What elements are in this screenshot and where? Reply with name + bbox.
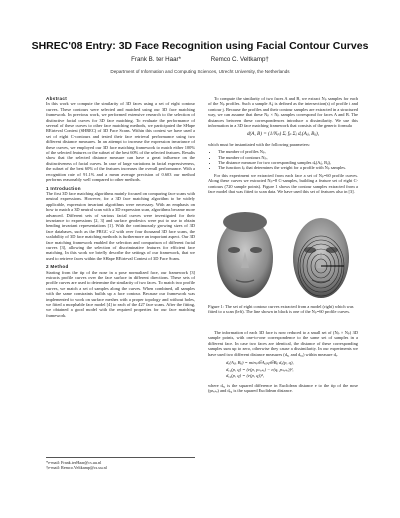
equation-distance-measures	[226, 360, 358, 380]
face-scan-image	[208, 208, 282, 300]
list-item: • The number of contours Nₚ,	[218, 155, 358, 160]
abstract-text: In this work we compute the similarity of 3D faces using a set of eight contour curves. These contours were selected and matched using our 3D face matching framework. In previous work, we performed extensive research to the selection of distinctive facial curves for 3D face matching. To evaluate the performance of several of these curves to other face matching methods, we participated the SHape REtrieval Contest (SHREC) of 3D Face Scans. Within this contest we have used a set of eight C-contours and tested their face retrieval performance using two different distance measures. In an attempt to increase the expression invariance of these curves, we employed our 3D face matching framework to match either 100% of the selected features or the subset of the best 60% of the selected features. Results show that the selected distance measure can have a great influence on the distinctiveness of facial curves. In case of large variations in facial expressiveness, the subset of the best 60% of the features increases the overall performance. With a recognition rate of 91.1% and a mean average precision of 0.603 our method performs reasonably well compared to other methods.	[46, 101, 195, 183]
parameter-list	[208, 149, 358, 171]
equation-line: dₑ₁(p, q) = (e(p, pₙₒₛₑ) − e(q, pₙₒₛₑ))²,	[226, 366, 294, 372]
equation-line: dₑ₂(p, q) = (e(p, q))²,	[226, 373, 265, 379]
right-column	[208, 96, 358, 197]
paragraph: which must be instantiated with the following parameters:	[208, 141, 311, 147]
footnote: †e-mail: Remco.Veltkamp@cs.uu.nl	[46, 465, 107, 471]
left-column	[46, 96, 195, 320]
paper-title: SHREC'08 Entry: 3D Face Recognition using Facial Contour Curves	[31, 40, 369, 52]
section-heading-method: 2 Method	[46, 264, 69, 270]
equation-line: dₑ(Aᵢⱼ, Bᵢⱼ) = minₚ∈Aᵢⱼ,q∈Bᵢⱼ dₑ(p, q),	[226, 360, 294, 366]
paragraph: For this experiment we extracted from each face a set of Nₚ=60 profile curves. Along these curves we extracted Nₚ=8 C-samples, building a feature set of eight C-contours (720 sample points). Figure 1 shows the contour samples extracted from a face model that was fitted to scan data. We have used this set of features also in [3].	[208, 172, 358, 195]
section-heading-introduction: 1 Introduction	[46, 185, 81, 191]
abstract-heading: Abstract	[46, 96, 68, 101]
paragraph: where dₑ₁ is the squared difference in Euclidean distance e to the tip of the nose (pₙₒₛₑ) and dₑ₂ is the squared Euclidean distance.	[208, 382, 358, 394]
face-model-image	[284, 208, 358, 300]
footnote: *e-mail: Frank.terHaar@cs.uu.nl	[46, 460, 102, 465]
list-item: • The function fₚ that determines the weight for a profile with Nₚ samples.	[218, 165, 358, 170]
paragraph: Starting from the tip of the nose in a pose normalized face, our framework [3] extracts profile curves over the face surface in different directions. These sets of profile curves are used to determine the similarity of two faces. To match two profile curves, we match a set of samples along the curves. When combined, all samples with the same constraints builds up a face contour. Because our framework was implemented to work on surface meshes with a proper topology and without holes, we fitted a morphable face model [4] to each of the 427 face scans. After the fitting, we obtained a good model with the required properties for our face matching framework.	[46, 269, 195, 318]
list-item: • The distance measure for two corresponding samples dₑ(Aᵢⱼ, Bᵢⱼ),	[218, 160, 358, 165]
figure-caption: Figure 1: The set of eight contour curves extracted from a model (right) which was fitted to a scan (left). The line shown in black is one of the Nₚ=60 profile curves.	[208, 304, 354, 315]
right-column-lower	[208, 330, 358, 396]
affiliation: Department of Information and Computing Sciences, Utrecht University, the Netherlands	[110, 69, 290, 74]
paragraph: The first 3D face matching algorithms mainly focused on comparing face scans with neutral expressions. However, for a 3D face matching algorithm to be widely applicable, expression invariant algorithms were necessary. With an emphasis on how to match a 3D neutral scan with a 3D expression scan, algorithms became more advanced. Different sets of various facial curves were investigated for their invariance to expressions [2, 3] and surface geodesics were put to use to obtain bending invariant representations [1]. With the continuously growing sizes of 3D face databases, such as the FRGC v.2 with over four thousand 3D face scans, the scalability of 3D face matching methods is furthermore an important aspect. Our 3D face matching framework enabled the selection and comparison of different facial curves [3], allowing the selection of discriminative features for efficient face matching. In this work we briefly describe the settings of our framework, that we used to retrieve faces within the SHape REtrieval Contest of 3D Face Scans.	[46, 190, 195, 261]
footnotes	[46, 457, 195, 470]
author-name: Frank B. ter Haar*	[131, 56, 181, 63]
author-list	[0, 56, 400, 63]
figure-face-contours	[208, 208, 358, 300]
author-name: Remco C. Veltkamp†	[210, 56, 269, 63]
list-item: • The number of profiles Nₚ,	[218, 149, 358, 154]
paragraph: To compute the similarity of two faces A and B, we extract Nₚ samples for each of the Nₚ profiles. Such a sample Aᵢⱼ is defined as the intersection(s) of profile i and contour j. Because the profiles and their contour samples are extracted in a structured way, we can assume that these Nₚ × Nₚ samples correspond for faces A and B. The distances between these correspondences introduce a dissimilarity. We use this information in a 3D face matching framework that consists of the generic formula	[208, 96, 358, 129]
paragraph: The information of each 3D face is now reduced to a small set of (Nₚ × Nₚ) 3D sample points, with one-to-one correspondence to the same set of samples in a different face. In case two faces are identical, the distance of these corresponding samples sum up to zero, otherwise they cause a dissimilarity. In our experiments we have used two different distance measures (dₑ₁ and dₑ₂) within measure dₑ.	[208, 330, 358, 357]
equation-similarity: d(A, B) = (1/Nₚ) Σᵢ fₚ Σⱼ dₑ(Aᵢⱼ, Bᵢⱼ),	[246, 131, 320, 138]
